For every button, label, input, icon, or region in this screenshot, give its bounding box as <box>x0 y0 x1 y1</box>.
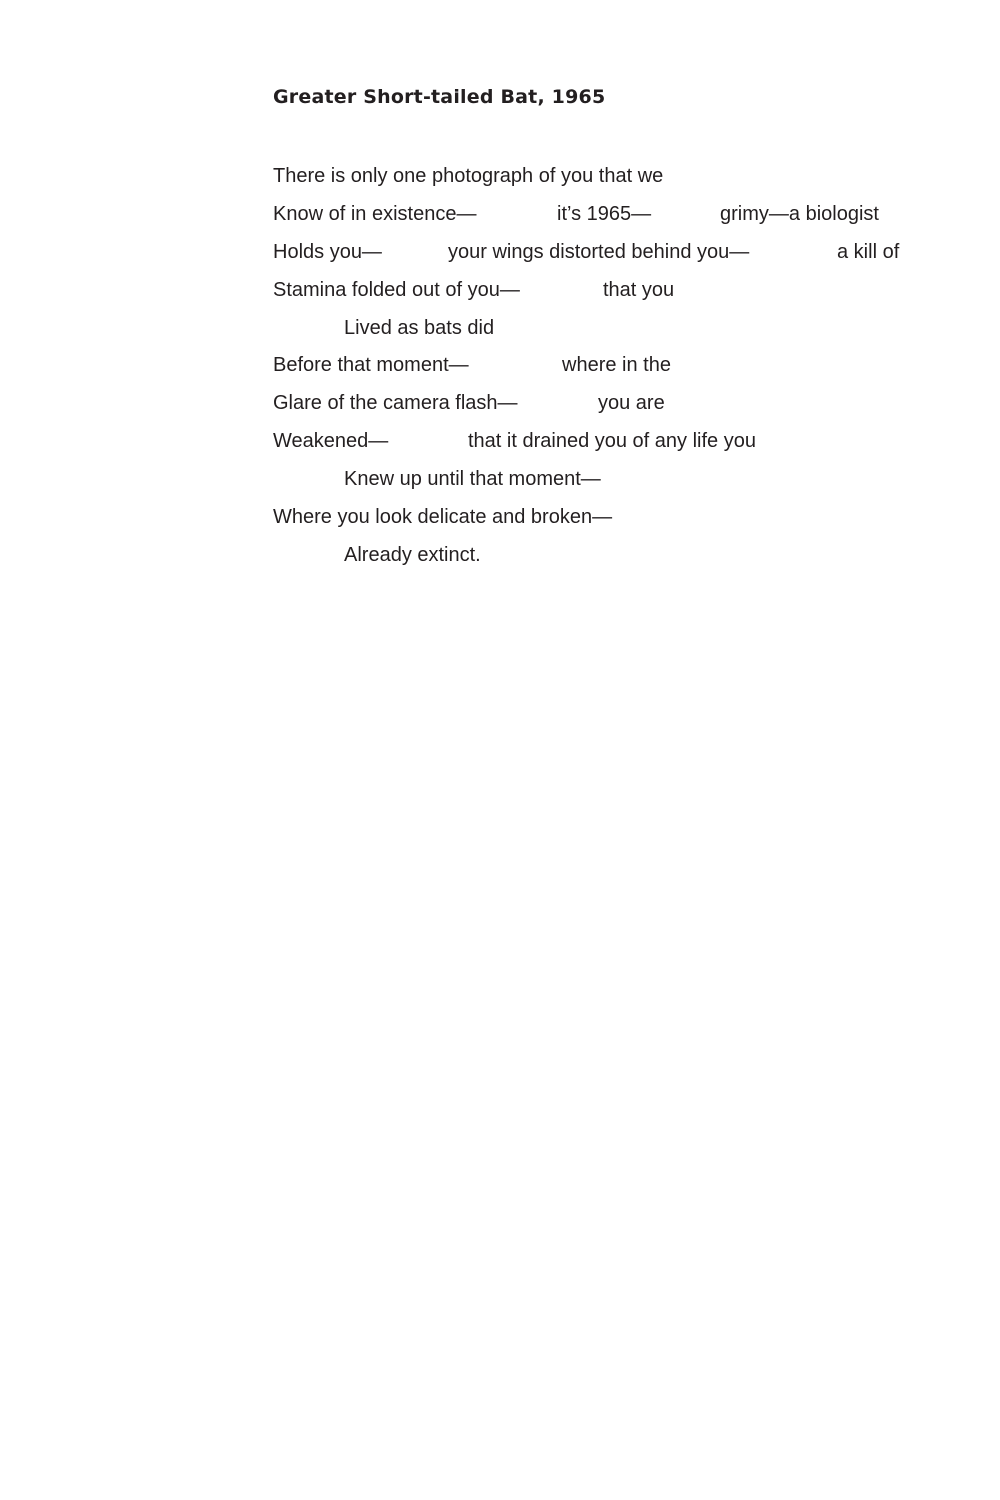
poem-line-text: Lived as bats did <box>344 316 495 339</box>
poem-line <box>273 198 973 236</box>
poem-line-text: your wings distorted behind you— <box>448 240 750 263</box>
poem-line <box>273 349 973 387</box>
poem-line-text: Stamina folded out of you— <box>273 278 520 301</box>
poem-line-text: it’s 1965— <box>557 202 652 225</box>
poem-body <box>273 160 973 577</box>
poem-line-text: Before that moment— <box>273 354 469 377</box>
poem-line <box>273 274 973 312</box>
poem-line <box>273 463 973 501</box>
poem-line <box>273 387 973 425</box>
poem-line <box>273 425 973 463</box>
poem-line-text: that you <box>603 278 675 301</box>
poem-line-text: Weakened— <box>273 430 389 453</box>
poem-line-text: where in the <box>562 354 671 377</box>
poem-line-text: Where you look delicate and broken— <box>273 506 613 529</box>
poem-line <box>273 501 973 539</box>
poem-line <box>273 539 973 577</box>
poem-line-text: Glare of the camera flash— <box>273 392 518 415</box>
poem-line-text: Know of in existence— <box>273 202 477 225</box>
poem-line-text: Already extinct. <box>344 543 481 566</box>
poem-line <box>273 160 973 198</box>
poem-line-text: Knew up until that moment— <box>344 468 601 491</box>
poem-line-text: you are <box>598 392 665 415</box>
poem-line <box>273 236 973 274</box>
poem-line-text: There is only one photograph of you that we <box>273 165 664 187</box>
poem-line-text: Holds you— <box>273 240 382 263</box>
poem-line-text: that it drained you of any life you <box>468 430 756 453</box>
poem-title: Greater Short-tailed Bat, 1965 <box>273 86 606 108</box>
poem-line <box>273 312 973 350</box>
poem-line-text: a kill of <box>837 240 900 263</box>
poem-line-text: grimy—a biologist <box>720 202 879 225</box>
